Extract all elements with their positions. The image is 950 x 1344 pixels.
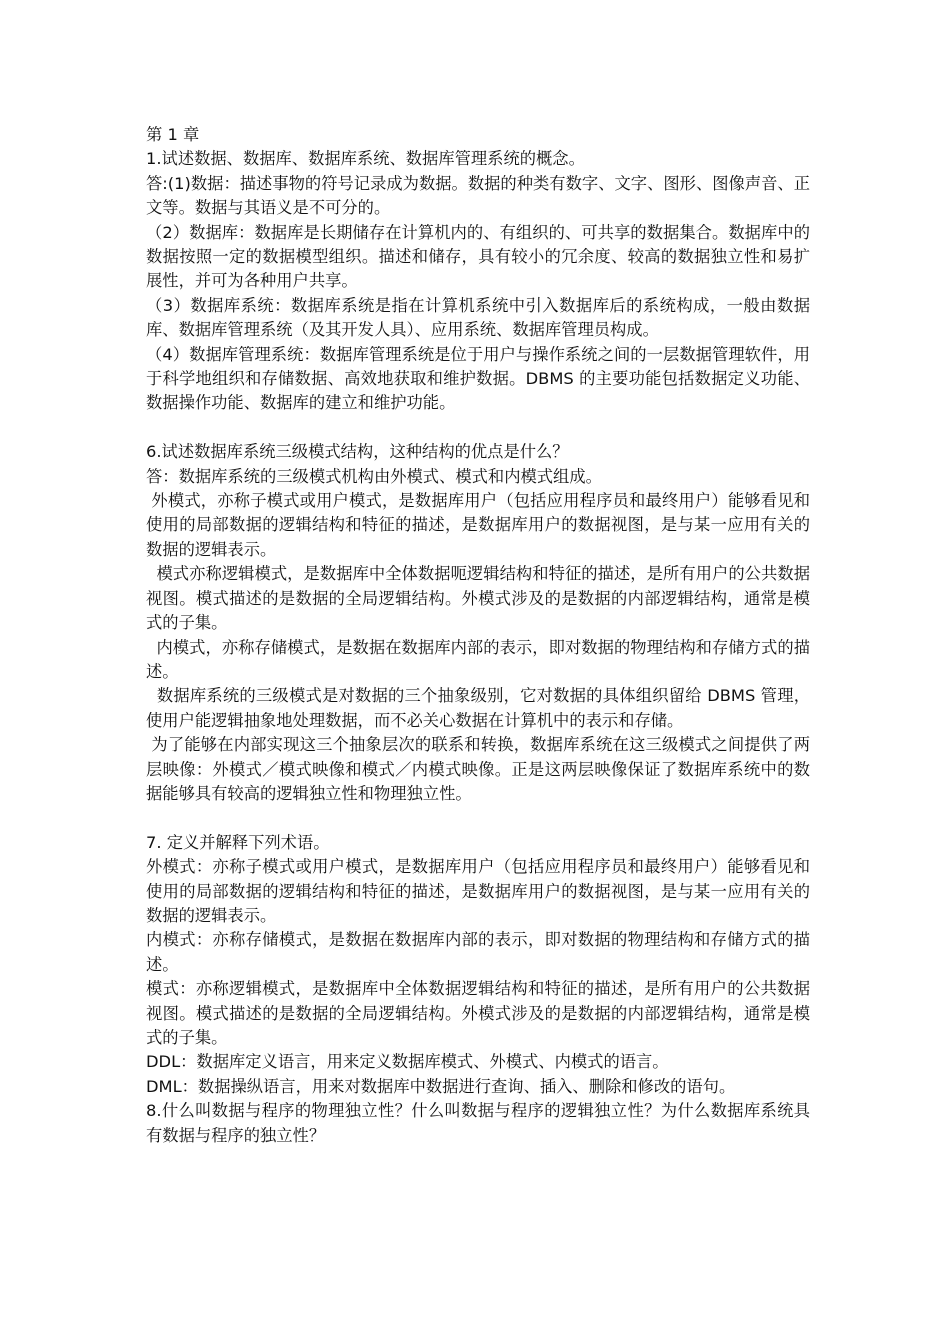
term-dml: DML：数据操纵语言，用来对数据库中数据进行查询、插入、删除和修改的语句。 [146,1076,736,1096]
answer-1-data: 答:(1)数据：描述事物的符号记录成为数据。数据的种类有数字、文字、图形、图像声音、正文等。数据与其语义是不可分的。 [146,173,810,218]
answer-6-abstraction: 数据库系统的三级模式是对数据的三个抽象级别，它对数据的具体组织留给 DBMS 管理，使用户能逻辑抽象地处理数据，而不必关心数据在计算机中的表示和存储。 [146,686,810,730]
paragraph-gap [146,806,810,830]
chapter-heading: 第 1 章 [146,125,200,144]
question-7: 7. 定义并解释下列术语。 [146,832,330,852]
question-6: 6.试述数据库系统三级模式结构，这种结构的优点是什么？ [146,442,569,462]
document-body [146,123,810,1148]
question-1: 1.试述数据、数据库、数据库系统、数据库管理系统的概念。 [146,149,585,169]
term-internal-schema: 内模式：亦称存储模式，是数据在数据库内部的表示，即对数据的物理结构和存储方式的描述。 [146,930,810,974]
question-8: 8.什么叫数据与程序的物理独立性？什么叫数据与程序的逻辑独立性？为什么数据库系统具有数据与程序的独立性？ [146,1101,810,1145]
answer-6-external-schema: 外模式，亦称子模式或用户模式，是数据库用户（包括应用程序员和最终用户）能够看见和使用的局部数据的逻辑结构和特征的描述，是数据库用户的数据视图，是与某一应用有关的数据的逻辑表示。 [146,491,810,559]
paragraph-gap [146,416,810,440]
answer-6-internal-schema: 内模式，亦称存储模式，是数据在数据库内部的表示，即对数据的物理结构和存储方式的描述。 [146,637,810,681]
answer-1-database-system: （3）数据库系统：数据库系统是指在计算机系统中引入数据库后的系统构成，一般由数据库、数据库管理系统（及其开发人具）、应用系统、数据库管理员构成。 [146,295,810,340]
term-external-schema: 外模式：亦称子模式或用户模式，是数据库用户（包括应用程序员和最终用户）能够看见和使用的局部数据的逻辑结构和特征的描述，是数据库用户的数据视图，是与某一应用有关的数据的逻辑表示。 [146,857,810,925]
answer-6-schema: 模式亦称逻辑模式，是数据库中全体数据呃逻辑结构和特征的描述，是所有用户的公共数据视图。模式描述的是数据的全局逻辑结构。外模式涉及的是数据的内部逻辑结构，通常是模式的子集。 [146,564,810,633]
answer-1-database: （2）数据库：数据库是长期储存在计算机内的、有组织的、可共享的数据集合。数据库中的数据按照一定的数据模型组织。描述和储存，具有较小的冗余度、较高的数据独立性和易扩展性，并可为各种用户共享。 [146,222,810,291]
answer-1-dbms: （4）数据库管理系统：数据库管理系统是位于用户与操作系统之间的一层数据管理软件，用于科学地组织和存储数据、高效地获取和维护数据。DBMS 的主要功能包括数据定义功能、数据操作功能、数据库的建立和维护功能。 [146,344,810,413]
answer-6-mappings: 为了能够在内部实现这三个抽象层次的联系和转换，数据库系统在这三级模式之间提供了两层映像：外模式／模式映像和模式／内模式映像。正是这两层映像保证了数据库系统中的数据能够具有较高的逻辑独立性和物理独立性。 [146,735,810,803]
term-ddl: DDL：数据库定义语言，用来定义数据库模式、外模式、内模式的语言。 [146,1052,669,1072]
answer-6-intro: 答：数据库系统的三级模式机构由外模式、模式和内模式组成。 [146,466,602,486]
term-schema: 模式：亦称逻辑模式，是数据库中全体数据逻辑结构和特征的描述，是所有用户的公共数据视图。模式描述的是数据的全局逻辑结构。外模式涉及的是数据的内部逻辑结构，通常是模式的子集。 [146,979,810,1047]
